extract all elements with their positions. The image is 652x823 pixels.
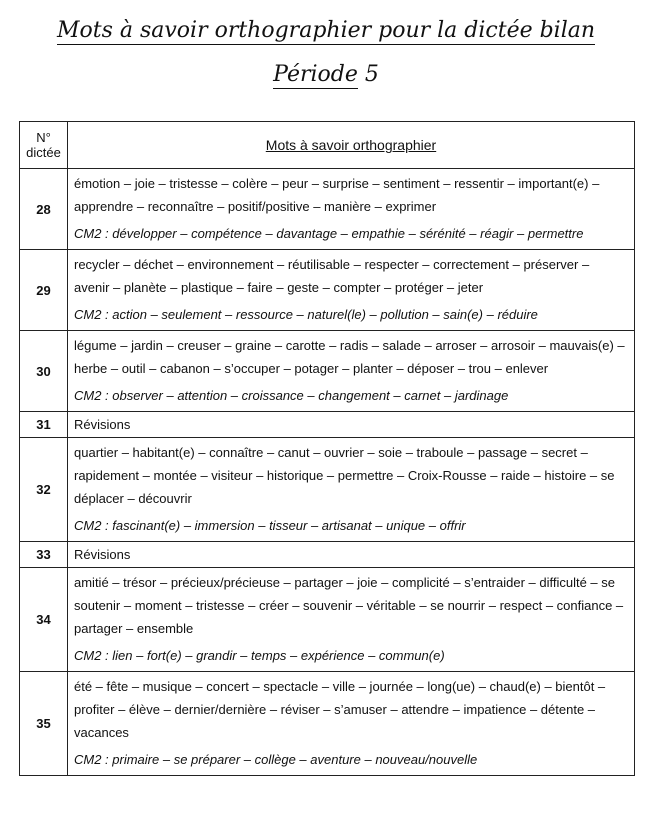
table-row [20, 331, 635, 412]
word-list: recycler – déchet – environnement – réutilisable – respecter – correctement – préserver – avenir – planète – plastique – faire – geste – compter – protéger – jeter [74, 257, 590, 295]
words-cell [68, 331, 635, 412]
words-cell: Révisions [68, 412, 635, 438]
dictation-number: 34 [20, 568, 68, 672]
word-list: légume – jardin – creuser – graine – carotte – radis – salade – arroser – arrosoir – mauvais(e) – herbe – outil – cabanon – s’occuper – potager – planter – déposer – trou – enlever [74, 338, 625, 376]
word-list: quartier – habitant(e) – connaître – canut – ouvrier – soie – traboule – passage – secret – rapidement – montée – visiteur – historique – permettre – Croix-Rousse – raide – histoire – se déplacer – découvrir [74, 445, 615, 506]
words-cell [68, 169, 635, 250]
dictation-number: 31 [20, 412, 68, 438]
cm2-word-list: CM2 : développer – compétence – davantage – empathie – sérénité – réagir – permettre [74, 226, 584, 241]
words-cell [68, 672, 635, 776]
header-dictation-number: N° dictée [20, 122, 68, 169]
dictation-number: 30 [20, 331, 68, 412]
table-row [20, 250, 635, 331]
word-list: émotion – joie – tristesse – colère – peur – surprise – sentiment – ressentir – important(e) – apprendre – reconnaître – positif/positive – manière – exprimer [74, 176, 600, 214]
table-row [20, 438, 635, 542]
words-cell [68, 250, 635, 331]
word-list: été – fête – musique – concert – spectacle – ville – journée – long(ue) – chaud(e) – bientôt – profiter – élève – dernier/dernière – réviser – s’amuser – attendre – impatience – détente – vacances [74, 679, 606, 740]
word-list: amitié – trésor – précieux/précieuse – partager – joie – complicité – s’entraider – difficulté – se soutenir – moment – tristesse – créer – souvenir – véritable – se nourrir – respect – confiance – partager – ensemble [74, 575, 624, 636]
table-row [20, 412, 635, 438]
table-row [20, 568, 635, 672]
cm2-word-list: CM2 : observer – attention – croissance – changement – carnet – jardinage [74, 388, 509, 403]
dictation-number: 35 [20, 672, 68, 776]
table-header-row [20, 122, 635, 169]
period-number: 5 [364, 62, 379, 87]
dictation-number: 33 [20, 542, 68, 568]
words-cell [68, 438, 635, 542]
table-row [20, 672, 635, 776]
dictation-number: 32 [20, 438, 68, 542]
dictation-number: 28 [20, 169, 68, 250]
dictation-number: 29 [20, 250, 68, 331]
cm2-word-list: CM2 : lien – fort(e) – grandir – temps – expérience – commun(e) [74, 648, 445, 663]
words-cell: Révisions [68, 542, 635, 568]
cm2-word-list: CM2 : action – seulement – ressource – naturel(le) – pollution – sain(e) – réduire [74, 307, 538, 322]
table-row [20, 542, 635, 568]
cm2-word-list: CM2 : primaire – se préparer – collège – aventure – nouveau/nouvelle [74, 752, 478, 767]
period-subtitle [0, 62, 652, 87]
words-cell [68, 568, 635, 672]
period-label: Période [273, 62, 358, 87]
header-words: Mots à savoir orthographier [68, 122, 635, 169]
cm2-word-list: CM2 : fascinant(e) – immersion – tisseur – artisanat – unique – offrir [74, 518, 466, 533]
title-text: Mots à savoir orthographier pour la dictée bilan [56, 18, 596, 43]
table-row [20, 169, 635, 250]
words-table [19, 121, 635, 776]
page-title [0, 18, 652, 43]
